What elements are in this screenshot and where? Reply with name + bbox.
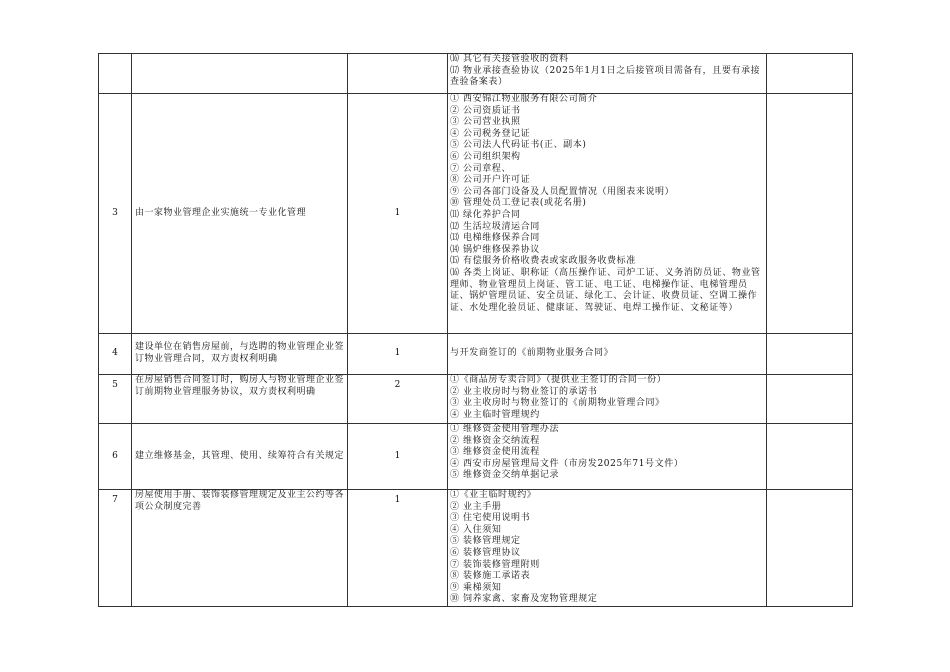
document-list-item: ② 维修资金交纳流程: [450, 435, 540, 446]
criterion-cell: [132, 334, 348, 375]
criterion-cell: [132, 424, 348, 490]
criterion-text: 建设单位在销售房屋前，与选聘的物业管理企业签订物业管理合同，双方责权利明确: [135, 342, 345, 364]
document-list-item: ⒀ 电梯维修保养合同: [450, 233, 540, 244]
document-list-item: ② 业主手册: [450, 501, 502, 512]
criterion-cell: [132, 375, 348, 424]
document-list-item: ⑩ 饲养家禽、家畜及宠物管理规定: [450, 594, 598, 605]
item-number-cell: 4: [99, 334, 132, 375]
remarks-cell: [767, 54, 853, 94]
document-list-item: ④ 业主临时管理规约: [450, 409, 540, 420]
required-documents-cell: [448, 375, 767, 424]
criterion-text: 由一家物业管理企业实施统一专业化管理: [135, 207, 307, 218]
document-list-item: ⑾ 绿化养护合同: [450, 209, 521, 220]
document-list-item: ⑦ 装饰装修管理附则: [450, 559, 540, 570]
score-cell: 1: [348, 334, 448, 375]
document-list-item: ③ 维修资金使用流程: [450, 447, 540, 458]
required-documents-cell: [448, 94, 767, 334]
criterion-cell: [132, 94, 348, 334]
document-list-item: ⒁ 锅炉维修保养协议: [450, 244, 540, 255]
score-cell: 2: [348, 375, 448, 424]
score-cell: [348, 54, 448, 94]
document-list-item: ③ 业主收房时与物业签订的《前期物业管理合同》: [450, 398, 665, 409]
required-documents-cell: [448, 490, 767, 607]
document-list-item: ⑤ 维修资金交纳单据记录: [450, 470, 560, 481]
item-number-cell: 7: [99, 490, 132, 607]
required-documents-cell: [448, 424, 767, 490]
document-list-item: ⒃ 各类上岗证、职称证（高压操作证、司炉工证、义务消防员证、物业管理师、物业管理员上岗证、管工证、电工证、电梯操作证、电梯管理员证、锅炉管理员证、安全员证、绿化工、会计证、收费员证、空调工操作证、水处理化验员证、健康证、驾驶证、电焊工操作证、文秘证等）: [450, 267, 761, 313]
document-list-item: ⒃ 其它有关接管验收的资料: [450, 54, 569, 64]
criterion-text: 建立维修基金，其管理、使用、续筹符合有关规定: [135, 450, 345, 461]
document-list-item: ⑤ 装修管理规定: [450, 536, 521, 547]
inspection-checklist-table: [98, 53, 853, 607]
item-number-cell: 6: [99, 424, 132, 490]
document-list-item: ④ 入住须知: [450, 524, 502, 535]
document-list-item: ⑦ 公司章程、: [450, 163, 512, 174]
document-list-item: ⒂ 有偿服务价格收费表或家政服务收费标准: [450, 256, 636, 267]
document-list-item: ② 业主收房时与物业签订的承诺书: [450, 386, 598, 397]
score-cell: 1: [348, 490, 448, 607]
remarks-cell: [767, 334, 853, 375]
score-cell: 1: [348, 424, 448, 490]
remarks-cell: [767, 94, 853, 334]
document-list-item: ⑧ 公司开户许可证: [450, 175, 531, 186]
document-list-item: ① 维修资金使用管理办法: [450, 424, 560, 434]
document-list-item: ⑧ 装修施工承诺表: [450, 571, 531, 582]
remarks-cell: [767, 424, 853, 490]
document-list-item: ①《商品房专卖合同》（提供业主签订的合同一份）: [450, 375, 667, 385]
document-list-item: ① 西安锦江物业服务有限公司简介: [450, 94, 598, 104]
remarks-cell: [767, 375, 853, 424]
required-documents-cell: [448, 54, 767, 94]
document-list-item: ⑥ 装修管理协议: [450, 547, 521, 558]
document-list-item: ③ 公司营业执照: [450, 117, 521, 128]
criterion-text: 在房屋销售合同签订时，购房人与物业管理企业签订前期物业管理服务协议，双方责权利明确: [135, 375, 345, 397]
document-list-item: ⑿ 生活垃圾清运合同: [450, 221, 540, 232]
table-row: [99, 375, 853, 424]
document-list-item: ④ 西安市房屋管理局文件（市房发2025年71号文件）: [450, 458, 684, 469]
document-list-item: ⑩ 管理处员工登记表(或花名册): [450, 198, 587, 209]
table-body: [99, 54, 853, 607]
criterion-text: 房屋使用手册、装饰装修管理规定及业主公约等各项公众制度完善: [135, 490, 345, 512]
document-list-item: ①《业主临时规约》: [450, 490, 537, 500]
criterion-cell: [132, 490, 348, 607]
table-row: [99, 54, 853, 94]
document-list-item: ③ 住宅使用说明书: [450, 513, 531, 524]
remarks-cell: [767, 490, 853, 607]
document-list-item: ⑥ 公司组织架构: [450, 151, 521, 162]
document-list-item: ⑤ 公司法人代码证书(正、副本): [450, 140, 587, 151]
document-list-item: ⒄ 物业承接查验协议（2025年1月1日之后接管项目需备有，且要有承接查验备案表）: [450, 65, 761, 88]
table-row: [99, 334, 853, 375]
document-list-item: ④ 公司税务登记证: [450, 128, 531, 139]
document-list-item: ② 公司资质证书: [450, 105, 521, 116]
score-cell: 1: [348, 94, 448, 334]
document-list-item: ⑨ 公司各部门设备及人员配置情况（用图表来说明）: [450, 186, 675, 197]
table-row: [99, 424, 853, 490]
table-row: [99, 94, 853, 334]
table-row: [99, 490, 853, 607]
document-list-item: ⑨ 乘梯须知: [450, 582, 502, 593]
criterion-cell: [132, 54, 348, 94]
item-number-cell: [99, 54, 132, 94]
item-number-cell: 5: [99, 375, 132, 424]
item-number-cell: 3: [99, 94, 132, 334]
required-documents-cell: [448, 334, 767, 375]
document-list-item: 与开发商签订的《前期物业服务合同》: [450, 348, 614, 359]
